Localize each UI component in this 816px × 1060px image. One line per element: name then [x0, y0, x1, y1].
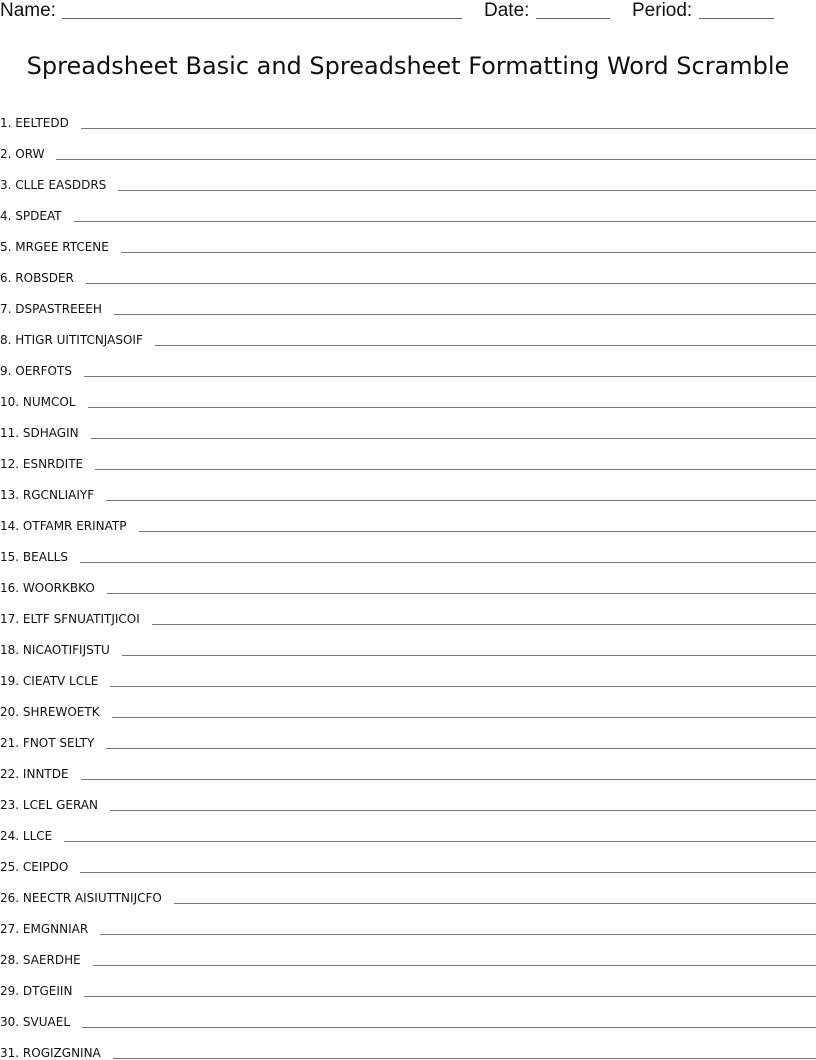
item-number: 13 . — [0, 488, 23, 502]
scramble-item-label — [0, 426, 91, 440]
item-number: 28 . — [0, 953, 23, 967]
scramble-item-label — [0, 116, 81, 130]
item-number: 24 . — [0, 829, 23, 843]
scrambled-word: SDHAGIN — [23, 426, 79, 440]
item-number: 20 . — [0, 705, 23, 719]
scramble-item — [0, 172, 816, 192]
item-number: 8 . — [0, 333, 15, 347]
item-number: 27 . — [0, 922, 23, 936]
answer-line[interactable] — [84, 376, 816, 377]
scramble-item-label — [0, 612, 152, 626]
item-number: 17 . — [0, 612, 23, 626]
scrambled-word: OERFOTS — [15, 364, 72, 378]
answer-line[interactable] — [84, 996, 816, 997]
scramble-item-label — [0, 705, 112, 719]
scramble-item-label — [0, 519, 139, 533]
page-title: Spreadsheet Basic and Spreadsheet Formatting Word Scramble — [0, 51, 816, 81]
answer-line[interactable] — [113, 1058, 816, 1059]
answer-line[interactable] — [174, 903, 816, 904]
answer-line[interactable] — [114, 314, 816, 315]
scramble-item — [0, 1009, 816, 1029]
answer-line[interactable] — [95, 469, 816, 470]
item-number: 16 . — [0, 581, 23, 595]
scrambled-word: ESNRDITE — [23, 457, 83, 471]
scramble-item — [0, 451, 816, 471]
item-number: 30 . — [0, 1015, 23, 1029]
item-number: 14 . — [0, 519, 23, 533]
scramble-item — [0, 358, 816, 378]
scrambled-word: FNOT SELTY — [23, 736, 94, 750]
item-number: 2 . — [0, 147, 15, 161]
scramble-item-label — [0, 767, 81, 781]
scramble-item-label — [0, 860, 80, 874]
scramble-item — [0, 916, 816, 936]
scrambled-word: NICAOTIFIJSTU — [23, 643, 110, 657]
scramble-item — [0, 110, 816, 130]
scramble-item — [0, 420, 816, 440]
item-number: 11 . — [0, 426, 23, 440]
scramble-item — [0, 730, 816, 750]
item-number: 10 . — [0, 395, 23, 409]
item-number: 22 . — [0, 767, 23, 781]
scramble-item-label — [0, 302, 114, 316]
scramble-item — [0, 327, 816, 347]
date-label: Date: — [484, 0, 529, 22]
scramble-item-label — [0, 333, 155, 347]
scramble-item — [0, 885, 816, 905]
scrambled-word: LCEL GERAN — [23, 798, 98, 812]
scramble-item — [0, 544, 816, 564]
scrambled-word: LLCE — [23, 829, 52, 843]
scramble-item-label — [0, 271, 86, 285]
date-blank-line[interactable] — [536, 18, 610, 19]
scramble-item — [0, 637, 816, 657]
scramble-item-label — [0, 798, 110, 812]
scrambled-word: CEIPDO — [23, 860, 68, 874]
item-number: 18 . — [0, 643, 23, 657]
scramble-item — [0, 141, 816, 161]
scramble-item-label — [0, 147, 56, 161]
scramble-item — [0, 761, 816, 781]
item-number: 31 . — [0, 1046, 23, 1060]
item-number: 19 . — [0, 674, 23, 688]
answer-line[interactable] — [139, 531, 816, 532]
item-number: 3 . — [0, 178, 15, 192]
scramble-item — [0, 482, 816, 502]
scramble-item-label — [0, 550, 80, 564]
worksheet-header — [0, 0, 816, 24]
item-number: 25 . — [0, 860, 23, 874]
item-number: 7 . — [0, 302, 15, 316]
scramble-item — [0, 265, 816, 285]
scrambled-word: INNTDE — [23, 767, 69, 781]
scramble-item-label — [0, 395, 88, 409]
answer-line[interactable] — [152, 624, 816, 625]
scramble-item-label — [0, 209, 74, 223]
answer-line[interactable] — [81, 128, 816, 129]
scrambled-word: ROBSDER — [15, 271, 74, 285]
answer-line[interactable] — [93, 965, 816, 966]
answer-line[interactable] — [86, 283, 816, 284]
scrambled-word: EMGNNIAR — [23, 922, 88, 936]
scrambled-word: SVUAEL — [23, 1015, 70, 1029]
period-blank-line[interactable] — [699, 18, 774, 19]
scramble-item-label — [0, 240, 121, 254]
scramble-item-label — [0, 922, 100, 936]
scramble-item-label — [0, 1046, 113, 1060]
scrambled-word: NEECTR AISIUTTNIJCFO — [23, 891, 162, 905]
answer-line[interactable] — [82, 1027, 816, 1028]
scramble-item-label — [0, 736, 106, 750]
item-number: 4 . — [0, 209, 15, 223]
name-label: Name: — [0, 0, 56, 22]
scrambled-word: ORW — [15, 147, 44, 161]
item-number: 15 . — [0, 550, 23, 564]
scrambled-word: CIEATV LCLE — [23, 674, 98, 688]
scramble-item — [0, 823, 816, 843]
scramble-item — [0, 389, 816, 409]
scrambled-word: EELTEDD — [15, 116, 69, 130]
answer-line[interactable] — [106, 500, 816, 501]
scrambled-word: WOORKBKO — [23, 581, 95, 595]
scramble-item — [0, 296, 816, 316]
answer-line[interactable] — [88, 407, 816, 408]
item-number: 29 . — [0, 984, 23, 998]
scramble-item-label — [0, 488, 106, 502]
scramble-item-label — [0, 953, 93, 967]
answer-line[interactable] — [122, 655, 816, 656]
scramble-item-label — [0, 457, 95, 471]
scrambled-word: SHREWOETK — [23, 705, 100, 719]
scramble-item — [0, 978, 816, 998]
answer-line[interactable] — [121, 252, 816, 253]
period-label: Period: — [632, 0, 692, 22]
answer-line[interactable] — [155, 345, 816, 346]
scramble-item-label — [0, 891, 174, 905]
scrambled-word: DSPASTREEEH — [15, 302, 102, 316]
scramble-item — [0, 203, 816, 223]
scramble-item — [0, 606, 816, 626]
scramble-item — [0, 792, 816, 812]
item-number: 26 . — [0, 891, 23, 905]
answer-line[interactable] — [64, 841, 816, 842]
scrambled-word: SPDEAT — [15, 209, 61, 223]
answer-line[interactable] — [110, 810, 816, 811]
scramble-item-label — [0, 674, 110, 688]
answer-line[interactable] — [112, 717, 816, 718]
answer-line[interactable] — [80, 562, 816, 563]
scramble-item — [0, 854, 816, 874]
scrambled-word: DTGEIIN — [23, 984, 73, 998]
scramble-item-label — [0, 984, 84, 998]
answer-line[interactable] — [118, 190, 816, 191]
scramble-item-label — [0, 178, 118, 192]
scrambled-word: RGCNLIAIYF — [23, 488, 94, 502]
scrambled-word: CLLE EASDDRS — [15, 178, 106, 192]
scrambled-word: ELTF SFNUATITJICOI — [23, 612, 140, 626]
scramble-item — [0, 947, 816, 967]
scrambled-word: MRGEE RTCENE — [15, 240, 109, 254]
scrambled-word: HTIGR UITITCNJASOIF — [15, 333, 143, 347]
answer-line[interactable] — [74, 221, 816, 222]
answer-line[interactable] — [91, 438, 816, 439]
item-number: 21 . — [0, 736, 23, 750]
answer-line[interactable] — [56, 159, 816, 160]
scrambled-word: BEALLS — [23, 550, 68, 564]
scramble-item-label — [0, 364, 84, 378]
scramble-item-label — [0, 829, 64, 843]
scramble-item-label — [0, 643, 122, 657]
name-blank-line[interactable] — [62, 18, 462, 19]
item-number: 1 . — [0, 116, 15, 130]
scramble-item — [0, 234, 816, 254]
item-number: 6 . — [0, 271, 15, 285]
item-number: 12 . — [0, 457, 23, 471]
scramble-item-label — [0, 1015, 82, 1029]
answer-line[interactable] — [110, 686, 816, 687]
scrambled-word: ROGIZGNINA — [23, 1046, 101, 1060]
answer-line[interactable] — [107, 593, 816, 594]
scramble-item — [0, 513, 816, 533]
scramble-item — [0, 1040, 816, 1060]
answer-line[interactable] — [80, 872, 816, 873]
scramble-item-label — [0, 581, 107, 595]
item-number: 5 . — [0, 240, 15, 254]
scramble-item — [0, 575, 816, 595]
scrambled-word: NUMCOL — [23, 395, 76, 409]
item-number: 9 . — [0, 364, 15, 378]
item-number: 23 . — [0, 798, 23, 812]
answer-line[interactable] — [100, 934, 816, 935]
scramble-item — [0, 668, 816, 688]
answer-line[interactable] — [106, 748, 816, 749]
scramble-item — [0, 699, 816, 719]
scrambled-word: SAERDHE — [23, 953, 81, 967]
answer-line[interactable] — [81, 779, 816, 780]
scrambled-word: OTFAMR ERINATP — [23, 519, 127, 533]
